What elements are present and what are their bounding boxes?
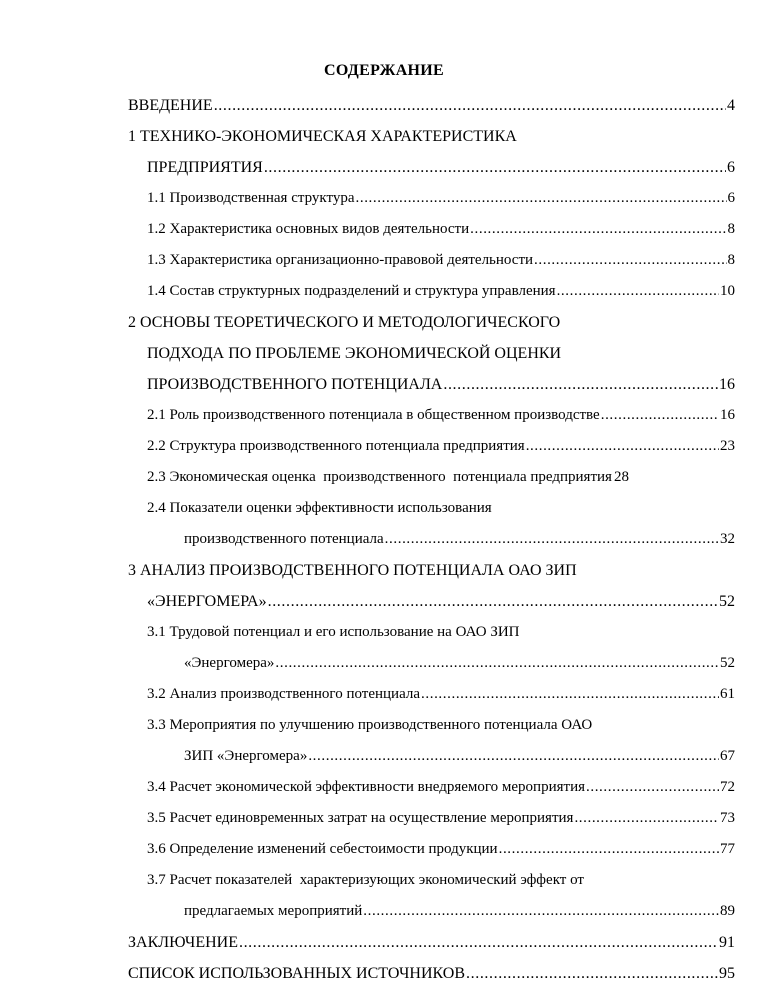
toc-entry xyxy=(128,772,735,803)
toc-page-number: 23 xyxy=(720,438,735,454)
toc-entry xyxy=(128,834,735,865)
toc-entry xyxy=(128,679,735,710)
toc-entry xyxy=(128,462,735,493)
dot-leader xyxy=(363,896,719,927)
toc-entry-continuation xyxy=(128,524,735,555)
toc-entry xyxy=(128,214,735,245)
toc-entry-label: 3.2 Анализ производственного потенциала xyxy=(147,686,421,702)
toc-entry-label: 2.3 Экономическая оценка производственного потенциала предприятия xyxy=(147,469,612,485)
dot-leader xyxy=(239,927,718,958)
toc-page-number: 95 xyxy=(719,965,735,982)
dot-leader xyxy=(574,803,719,834)
toc-entry-label: 2 ОСНОВЫ ТЕОРЕТИЧЕСКОГО И МЕТОДОЛОГИЧЕСКОГО xyxy=(128,314,561,331)
toc-page-number: 6 xyxy=(727,190,735,206)
toc-entry-label: 2.4 Показатели оценки эффективности использования xyxy=(147,500,492,516)
toc-entry-label: 2.2 Структура производственного потенциала предприятия xyxy=(147,438,525,454)
dot-leader xyxy=(443,369,718,400)
toc-entry-label: 1.2 Характеристика основных видов деятельности xyxy=(147,221,470,237)
toc-entry-continuation xyxy=(128,152,735,183)
toc-entry-continuation xyxy=(128,338,735,369)
toc-entry xyxy=(128,555,735,586)
toc-entry-label: 3.6 Определение изменений себестоимости продукции xyxy=(147,841,498,857)
toc-entry xyxy=(128,803,735,834)
dot-leader xyxy=(470,214,726,245)
toc-entry xyxy=(128,400,735,431)
toc-entry xyxy=(128,121,735,152)
toc-page-number: 16 xyxy=(720,407,735,423)
toc-page-number: 10 xyxy=(720,283,735,299)
toc-entry xyxy=(128,307,735,338)
toc-entry-continuation xyxy=(128,586,735,617)
dot-leader xyxy=(534,245,726,276)
toc-entry-label: ЗИП «Энергомера» xyxy=(184,748,308,764)
toc-entry xyxy=(128,493,735,524)
toc-page-number: 61 xyxy=(720,686,735,702)
dot-leader xyxy=(356,183,727,214)
toc-page-number: 91 xyxy=(719,934,735,951)
dot-leader xyxy=(499,834,719,865)
toc-page-number: 77 xyxy=(720,841,735,857)
toc-entry-label: 1.4 Состав структурных подразделений и структура управления xyxy=(147,283,556,299)
toc-entry xyxy=(128,865,735,896)
toc-entry-continuation xyxy=(128,741,735,772)
toc-entry-label: 1.3 Характеристика организационно-правовой деятельности xyxy=(147,252,534,268)
toc-entry xyxy=(128,710,735,741)
toc-entry xyxy=(128,927,735,958)
toc-entry-continuation xyxy=(128,648,735,679)
toc-entry xyxy=(128,183,735,214)
toc-entry xyxy=(128,958,735,989)
toc-page-number: 8 xyxy=(727,252,735,268)
toc-entry-label: 3 АНАЛИЗ ПРОИЗВОДСТВЕННОГО ПОТЕНЦИАЛА ОАО ЗИП xyxy=(128,562,577,579)
dot-leader xyxy=(586,772,719,803)
dot-leader xyxy=(466,958,718,989)
toc-page-number: 32 xyxy=(720,531,735,547)
dot-leader xyxy=(268,586,718,617)
toc-entry xyxy=(128,90,735,121)
toc-entry xyxy=(128,617,735,648)
toc-entry-label: «ЭНЕРГОМЕРА» xyxy=(147,593,267,610)
toc-entry-label: ПОДХОДА ПО ПРОБЛЕМЕ ЭКОНОМИЧЕСКОЙ ОЦЕНКИ xyxy=(147,345,562,362)
table-of-contents xyxy=(128,90,735,989)
toc-entry-label: ВВЕДЕНИЕ xyxy=(128,97,213,114)
dot-leader xyxy=(275,648,719,679)
toc-entry-label: производственного потенциала xyxy=(184,531,384,547)
dot-leader xyxy=(385,524,719,555)
toc-entry-label: 3.4 Расчет экономической эффективности внедряемого мероприятия xyxy=(147,779,585,795)
toc-entry-label: СПИСОК ИСПОЛЬЗОВАННЫХ ИСТОЧНИКОВ xyxy=(128,965,466,982)
toc-page-number: 73 xyxy=(720,810,735,826)
page-title: СОДЕРЖАНИЕ xyxy=(323,62,445,79)
dot-leader xyxy=(557,276,719,307)
toc-page-number: 67 xyxy=(720,748,735,764)
toc-page-number: 16 xyxy=(719,376,735,393)
toc-entry-label: предлагаемых мероприятий xyxy=(184,903,363,919)
toc-entry-label: ПРЕДПРИЯТИЯ xyxy=(147,159,263,176)
toc-entry-label: 2.1 Роль производственного потенциала в общественном производстве xyxy=(147,407,600,423)
toc-page-number: 6 xyxy=(727,159,735,176)
toc-page-number: 28 xyxy=(613,469,629,485)
toc-page-number: 52 xyxy=(719,593,735,610)
toc-page-number: 52 xyxy=(720,655,735,671)
toc-page-number: 72 xyxy=(720,779,735,795)
toc-entry-label: 3.7 Расчет показателей характеризующих экономический эффект от xyxy=(147,872,584,888)
toc-page-number: 4 xyxy=(727,97,735,114)
toc-page-number: 89 xyxy=(720,903,735,919)
toc-entry xyxy=(128,431,735,462)
toc-entry-label: 1.1 Производственная структура xyxy=(147,190,355,206)
toc-entry-continuation xyxy=(128,896,735,927)
dot-leader xyxy=(308,741,719,772)
toc-entry-label: 3.1 Трудовой потенциал и его использование на ОАО ЗИП xyxy=(147,624,520,640)
toc-entry xyxy=(128,276,735,307)
toc-entry-label: 3.3 Мероприятия по улучшению производственного потенциала ОАО xyxy=(147,717,593,733)
toc-entry-label: «Энергомера» xyxy=(184,655,275,671)
toc-entry-label: 1 ТЕХНИКО-ЭКОНОМИЧЕСКАЯ ХАРАКТЕРИСТИКА xyxy=(128,128,517,145)
dot-leader xyxy=(214,90,726,121)
dot-leader xyxy=(421,679,719,710)
toc-entry xyxy=(128,245,735,276)
toc-entry-label: 3.5 Расчет единовременных затрат на осуществление мероприятия xyxy=(147,810,574,826)
dot-leader xyxy=(601,400,719,431)
dot-leader xyxy=(526,431,719,462)
toc-entry-label: ПРОИЗВОДСТВЕННОГО ПОТЕНЦИАЛА xyxy=(147,376,443,393)
toc-entry-label: ЗАКЛЮЧЕНИЕ xyxy=(128,934,238,951)
toc-entry-continuation xyxy=(128,369,735,400)
dot-leader xyxy=(264,152,726,183)
toc-page-number: 8 xyxy=(727,221,735,237)
